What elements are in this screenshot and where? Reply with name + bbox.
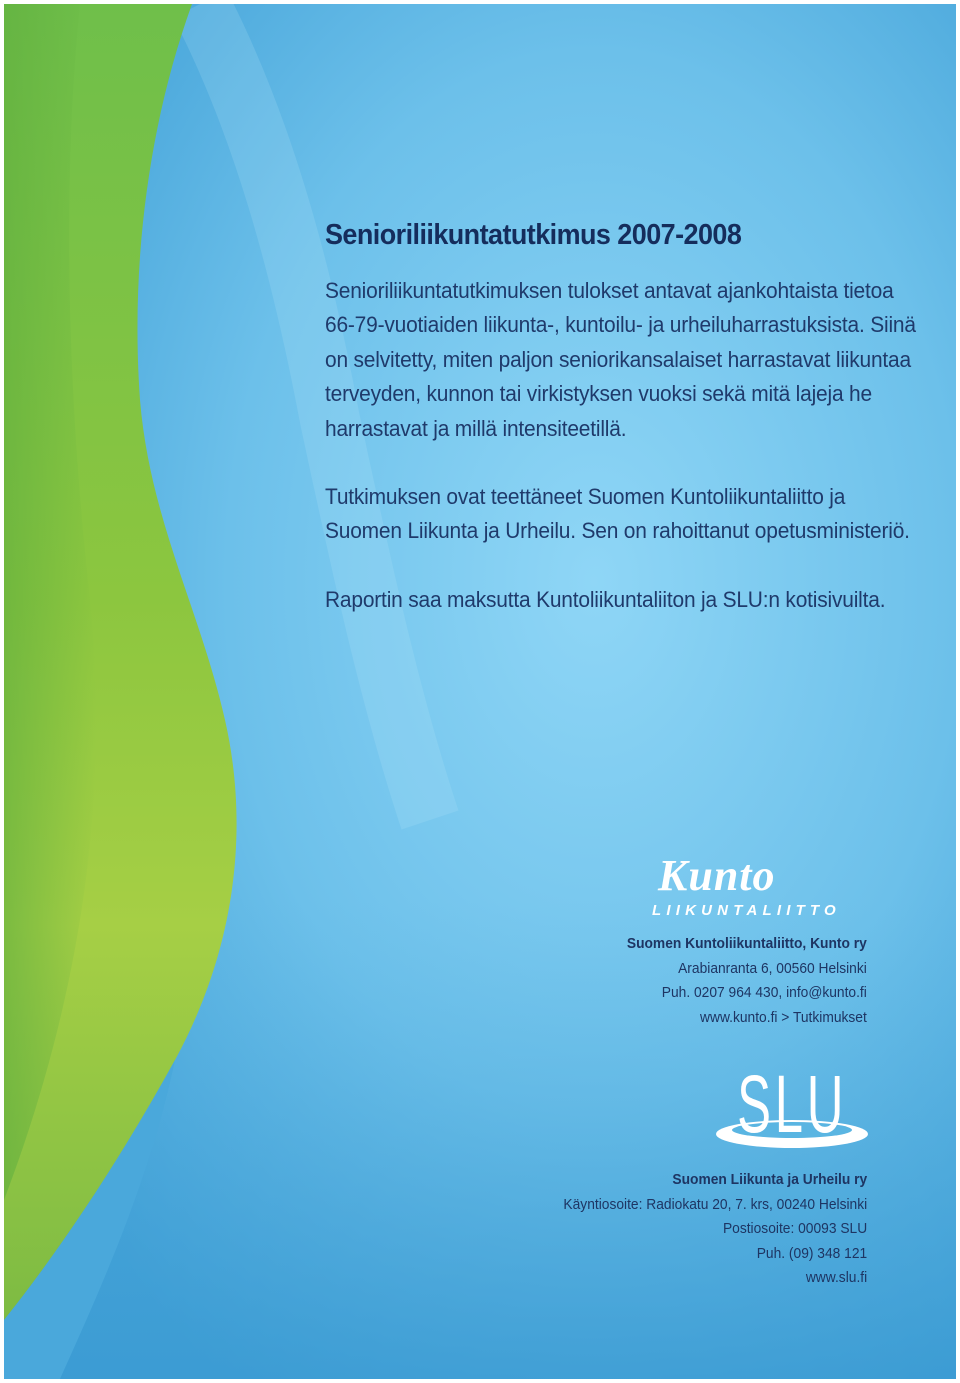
kunto-logo-subword: LIIKUNTALIITTO (652, 902, 841, 919)
slu-logo (714, 1066, 870, 1152)
kunto-address: Arabianranta 6, 00560 Helsinki (678, 959, 867, 977)
kunto-web-link[interactable]: www.kunto.fi > Tutkimukset (700, 1008, 867, 1026)
kunto-contact-info (606, 932, 867, 1030)
commissioners-paragraph: Tutkimuksen ovat teettäneet Suomen Kuntoliikuntaliitto ja Suomen Liikunta ja Urheilu. Sen on rahoittanut opetusministeriö. (325, 484, 910, 544)
page-title: Senioriliikuntatutkimus 2007-2008 (325, 219, 742, 251)
main-text-block (325, 212, 925, 617)
kunto-phone-email: Puh. 0207 964 430, info@kunto.fi (661, 984, 867, 1001)
slu-org-name: Suomen Liikunta ja Urheilu ry (672, 1171, 867, 1188)
kunto-logo-word: Kunto (658, 852, 776, 900)
kunto-org-name: Suomen Kuntoliikuntaliitto, Kunto ry (627, 935, 867, 952)
intro-paragraph: Senioriliikuntatutkimuksen tulokset antavat ajankohtaista tietoa 66-79-vuotiaiden liikunta-, kuntoilu- ja urheiluharrastuksista. Siinä on selvitetty, miten paljon seniorikansalaiset harrastavat liikuntaa terveyden, kunnon tai virkistyksen vuoksi sekä mitä lajeja he harrastavat ja millä intensiteetillä. (325, 278, 916, 441)
slu-contact-info (537, 1168, 867, 1291)
slu-web-link[interactable]: www.slu.fi (805, 1269, 867, 1286)
report-availability-paragraph: Raportin saa maksutta Kuntoliikuntaliiton ja SLU:n kotisivuilta. (325, 586, 886, 612)
slu-postal-address: Postiosoite: 00093 SLU (722, 1220, 867, 1237)
slu-logo-word: SLU (737, 1066, 848, 1151)
slu-visit-address: Käyntiosoite: Radiokatu 20, 7. krs, 00240 Helsinki (563, 1195, 867, 1213)
kunto-logo (650, 852, 870, 922)
slu-phone: Puh. (09) 348 121 (756, 1244, 867, 1262)
